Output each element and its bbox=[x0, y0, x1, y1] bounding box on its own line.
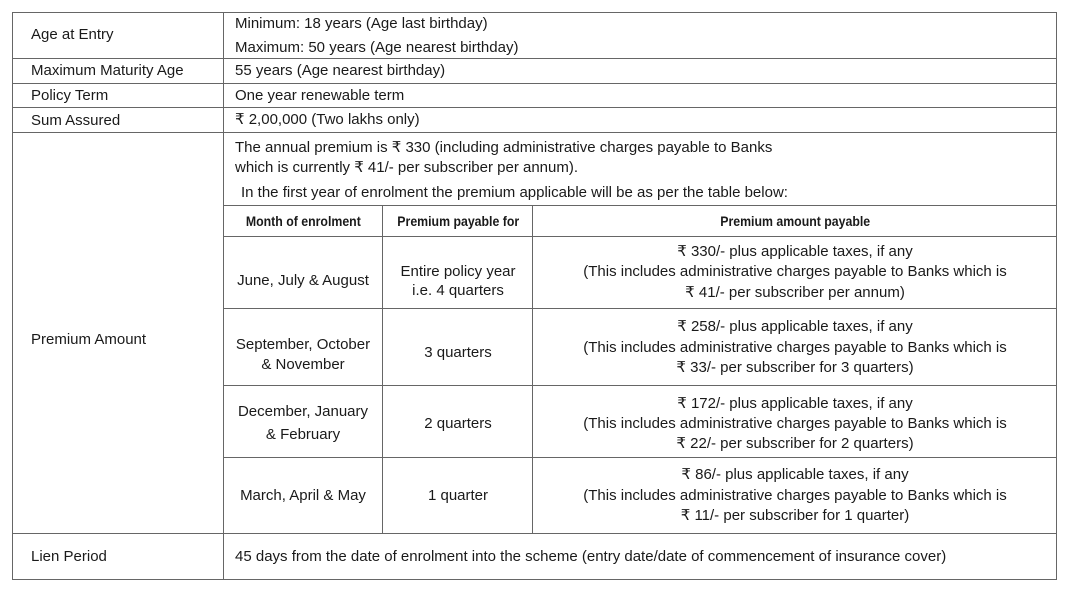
month-cell: March, April & May bbox=[240, 487, 366, 504]
age-minimum: Minimum: 18 years (Age last birthday) bbox=[235, 15, 488, 32]
label-age-at-entry: Age at Entry bbox=[31, 26, 114, 43]
label-lien-period: Lien Period bbox=[31, 548, 107, 565]
policy-term-value: One year renewable term bbox=[235, 87, 405, 104]
payable-for-cell: 3 quarters bbox=[424, 344, 492, 361]
header-payable-for: Premium payable for bbox=[397, 213, 519, 229]
sum-assured-value: ₹ 2,00,000 (Two lakhs only) bbox=[235, 111, 420, 128]
payable-for-cell: 2 quarters bbox=[424, 415, 492, 432]
month-cell: June, July & August bbox=[237, 272, 369, 289]
header-cell bbox=[383, 212, 533, 231]
amount-cell: ₹ 41/- per subscriber per annum) bbox=[685, 284, 905, 301]
amount-cell: ₹ 258/- plus applicable taxes, if any bbox=[677, 318, 913, 335]
header-cell bbox=[533, 212, 1057, 231]
payable-for-cell: i.e. 4 quarters bbox=[412, 282, 504, 299]
amount-cell: ₹ 86/- plus applicable taxes, if any bbox=[681, 466, 909, 483]
inner-row-divider bbox=[223, 236, 1057, 237]
inner-row-divider bbox=[223, 457, 1057, 458]
header-month: Month of enrolment bbox=[245, 213, 361, 229]
amount-cell: (This includes administrative charges payable to Banks which is bbox=[583, 339, 1007, 356]
amount-cell: (This includes administrative charges payable to Banks which is bbox=[583, 487, 1007, 504]
month-cell: December, January bbox=[237, 403, 369, 420]
label-max-maturity-age: Maximum Maturity Age bbox=[31, 62, 184, 79]
row-divider bbox=[12, 83, 1057, 84]
payable-for-cell: 1 quarter bbox=[427, 487, 489, 504]
premium-intro-line: The annual premium is ₹ 330 (including administrative charges payable to Banks bbox=[235, 139, 773, 156]
label-policy-term: Policy Term bbox=[31, 87, 109, 104]
inner-row-divider bbox=[223, 308, 1057, 309]
row-divider bbox=[12, 132, 1057, 133]
amount-cell: ₹ 330/- plus applicable taxes, if any bbox=[677, 243, 913, 260]
label-sum-assured: Sum Assured bbox=[31, 112, 121, 129]
inner-row-divider bbox=[223, 205, 1057, 206]
amount-cell: ₹ 33/- per subscriber for 3 quarters) bbox=[676, 359, 914, 376]
row-divider bbox=[12, 107, 1057, 108]
row-divider bbox=[12, 533, 1057, 534]
lien-period-value: 45 days from the date of enrolment into the scheme (entry date/date of commencement of insurance cover) bbox=[235, 548, 947, 565]
inner-row-divider bbox=[223, 385, 1057, 386]
age-maximum: Maximum: 50 years (Age nearest birthday) bbox=[235, 39, 519, 56]
payable-for-cell: Entire policy year bbox=[400, 263, 516, 280]
month-cell: & November bbox=[261, 356, 345, 373]
amount-cell: ₹ 172/- plus applicable taxes, if any bbox=[677, 395, 913, 412]
premium-intro-line: which is currently ₹ 41/- per subscriber per annum). bbox=[235, 159, 579, 176]
amount-cell: ₹ 11/- per subscriber for 1 quarter) bbox=[680, 507, 910, 524]
month-cell: September, October bbox=[235, 336, 371, 353]
header-cell bbox=[223, 212, 383, 231]
amount-cell: ₹ 22/- per subscriber for 2 quarters) bbox=[676, 435, 914, 452]
row-divider bbox=[12, 58, 1057, 59]
month-cell: & February bbox=[265, 426, 341, 443]
amount-cell: (This includes administrative charges payable to Banks which is bbox=[583, 415, 1007, 432]
amount-cell: (This includes administrative charges payable to Banks which is bbox=[583, 263, 1007, 280]
label-premium-amount: Premium Amount bbox=[31, 331, 147, 348]
max-maturity-age-value: 55 years (Age nearest birthday) bbox=[235, 62, 446, 79]
header-amount: Premium amount payable bbox=[720, 213, 870, 229]
premium-intro-line: In the first year of enrolment the premium applicable will be as per the table below: bbox=[241, 184, 788, 201]
